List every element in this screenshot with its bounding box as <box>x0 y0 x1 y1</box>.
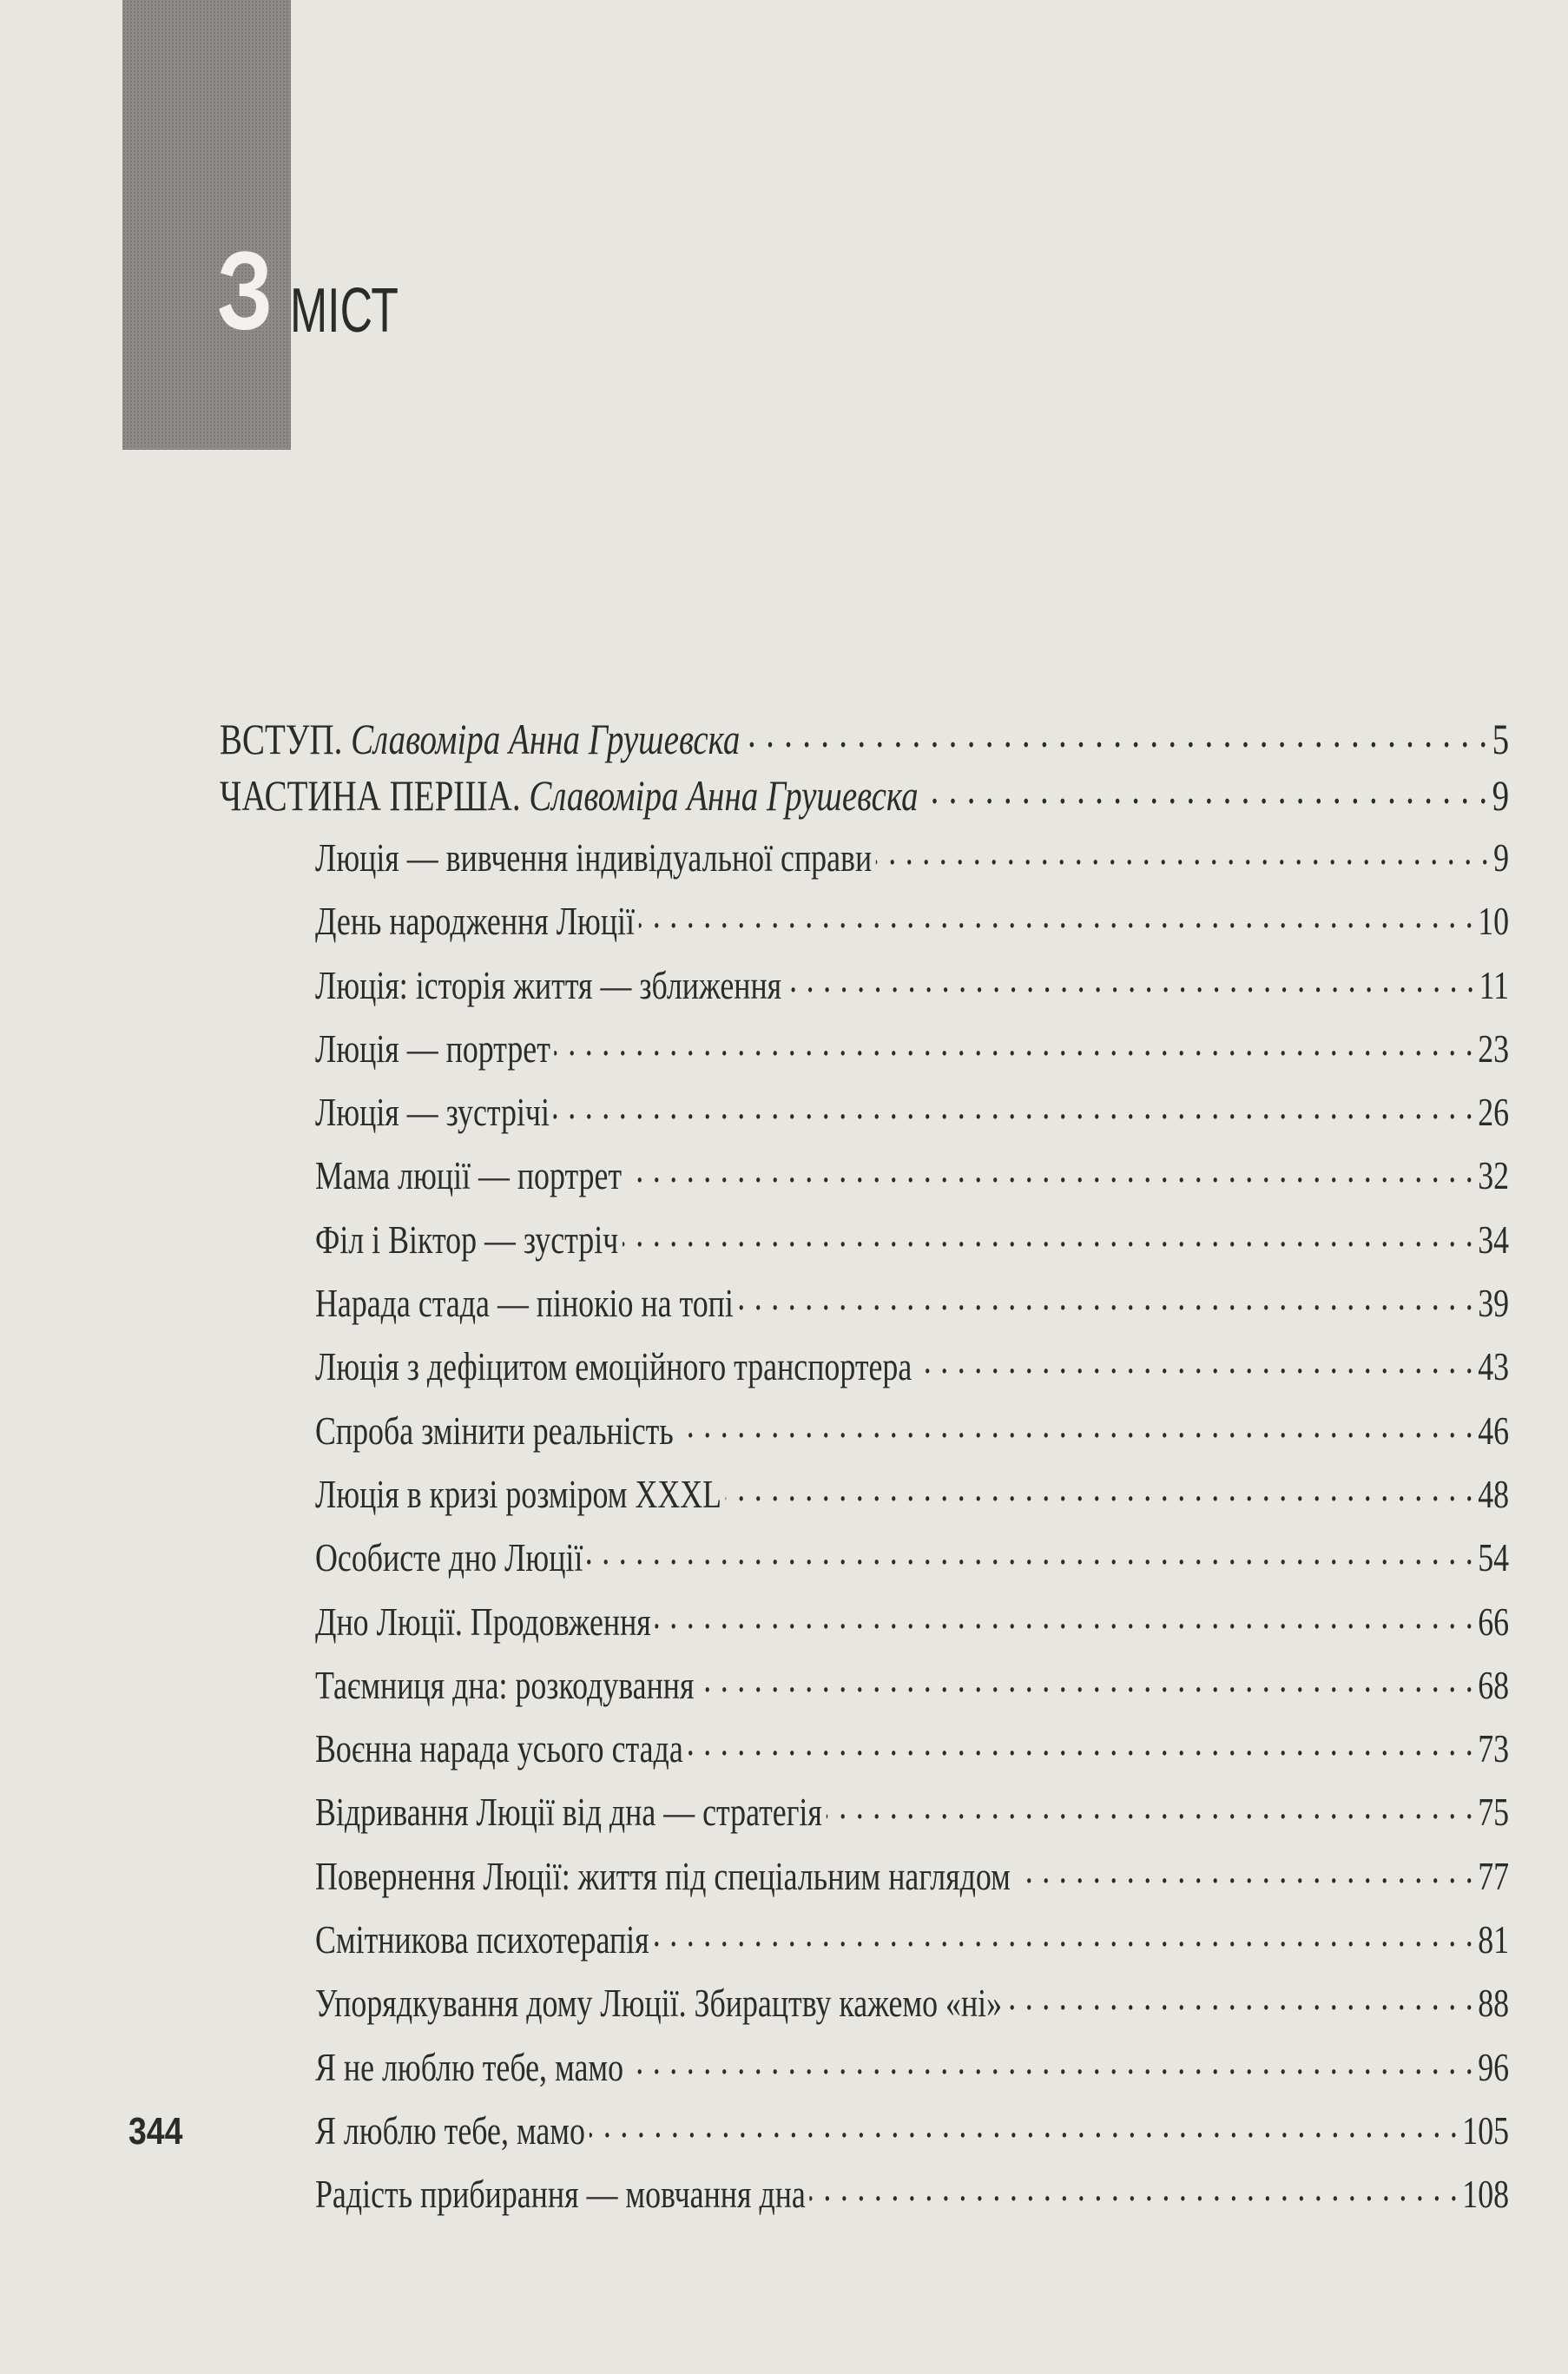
entry-label: ЧАСТИНА ПЕРША. <box>220 771 521 820</box>
toc-entry[interactable] <box>220 1653 1509 1717</box>
entry-title: Воєнна нарада усього стада <box>314 1726 683 1771</box>
toc-entry[interactable] <box>220 2099 1509 2162</box>
entry-title: Я не люблю тебе, мамо <box>314 2044 624 2089</box>
decorative-gray-bar <box>122 0 291 450</box>
entry-page: 39 <box>1478 1281 1510 1326</box>
entry-title: Мама люції — портрет <box>314 1153 623 1198</box>
toc-entry[interactable] <box>220 1908 1509 1971</box>
entry-page: 9 <box>1492 771 1510 820</box>
dot-leader <box>916 1340 1474 1380</box>
entry-author: Славоміра Анна Грушевска <box>529 771 919 820</box>
dot-leader <box>653 1913 1473 1953</box>
entry-page: 34 <box>1478 1217 1510 1262</box>
toc-entry[interactable] <box>220 889 1509 953</box>
entry-page: 10 <box>1478 899 1510 944</box>
entry-page: 77 <box>1478 1853 1510 1898</box>
toc-entry[interactable] <box>220 1017 1509 1080</box>
entry-title: Особисте дно Люції <box>314 1535 583 1580</box>
page-number: 344 <box>128 2110 183 2153</box>
entry-title: День народження Люції <box>314 899 635 944</box>
dot-leader <box>1015 1850 1474 1889</box>
table-of-contents <box>220 710 1509 2226</box>
entry-page: 88 <box>1478 1981 1510 2026</box>
toc-main-entry[interactable] <box>220 767 1509 823</box>
dot-leader <box>744 710 1488 754</box>
toc-entry[interactable] <box>220 1971 1509 2034</box>
toc-entry[interactable] <box>220 1844 1509 1908</box>
dot-leader <box>738 1276 1474 1316</box>
heading-rest: МІСТ <box>290 276 399 346</box>
entry-page: 81 <box>1478 1917 1510 1962</box>
entry-page: 9 <box>1493 835 1510 880</box>
dot-leader <box>677 1404 1473 1444</box>
dot-leader <box>555 1022 1474 1062</box>
toc-entry[interactable] <box>220 826 1509 889</box>
toc-entry[interactable] <box>220 1780 1509 1843</box>
toc-entry[interactable] <box>220 1144 1509 1207</box>
dot-leader <box>623 1213 1474 1253</box>
entry-title: Люція — вивчення індивідуальної справи <box>314 835 873 880</box>
entry-title: Спроба змінити реальність <box>314 1408 674 1453</box>
dot-leader <box>876 831 1490 871</box>
dot-leader <box>1006 1976 1474 2016</box>
entry-title: Упорядкування дому Люції. Збирацтву кажемо «ні» <box>314 1981 1003 2026</box>
entry-page: 48 <box>1478 1471 1510 1516</box>
entry-title: Відривання Люції від дна — стратегія <box>314 1790 822 1835</box>
dot-leader <box>554 1085 1474 1125</box>
entry-title: Дно Люції. Продовження <box>314 1599 651 1644</box>
entry-title: Люція: історія життя — зближення <box>314 962 782 1007</box>
entry-title: Філ і Віктор — зустріч <box>314 1217 619 1262</box>
toc-entry[interactable] <box>220 1590 1509 1653</box>
toc-entry[interactable] <box>220 1399 1509 1462</box>
toc-entry[interactable] <box>220 1717 1509 1780</box>
dot-leader <box>655 1595 1473 1635</box>
entry-author: Славоміра Анна Грушевска <box>351 715 741 763</box>
entry-page: 11 <box>1479 962 1510 1007</box>
toc-entry[interactable] <box>220 2162 1509 2226</box>
dot-leader <box>827 1785 1474 1825</box>
entry-title: Радість прибирання — мовчання дна <box>314 2172 806 2217</box>
toc-entry[interactable] <box>220 1271 1509 1335</box>
dot-leader <box>922 767 1488 810</box>
dot-leader <box>687 1722 1473 1762</box>
entry-page: 43 <box>1478 1344 1510 1389</box>
entry-page: 5 <box>1492 715 1510 763</box>
entry-page: 46 <box>1478 1408 1510 1453</box>
entry-label: ВСТУП. <box>220 715 343 763</box>
entry-page: 108 <box>1462 2172 1510 2217</box>
dot-leader <box>590 2104 1459 2144</box>
toc-entry[interactable] <box>220 1462 1509 1526</box>
dot-leader <box>628 2041 1474 2081</box>
entry-title: Люція в кризі розміром XXXL <box>314 1471 722 1516</box>
entry-title: Люція — зустрічі <box>314 1090 550 1135</box>
heading-initial: З <box>217 229 273 353</box>
entry-page: 75 <box>1478 1790 1510 1835</box>
toc-entry[interactable] <box>220 1080 1509 1144</box>
dot-leader <box>786 959 1475 999</box>
dot-leader <box>810 2167 1459 2207</box>
entry-page: 32 <box>1478 1153 1510 1198</box>
toc-entry[interactable] <box>220 1335 1509 1398</box>
toc-entry[interactable] <box>220 1208 1509 1271</box>
toc-entry[interactable] <box>220 2035 1509 2099</box>
toc-entry[interactable] <box>220 953 1509 1017</box>
dot-leader <box>639 894 1474 934</box>
entry-title: Таємниця дна: розкодування <box>314 1662 695 1707</box>
entry-title: Повернення Люції: життя під спеціальним наглядом <box>314 1853 1011 1898</box>
entry-title: Люція — портрет <box>314 1025 550 1071</box>
entry-page: 73 <box>1478 1726 1510 1771</box>
entry-title: Смітникова психотерапія <box>314 1917 649 1962</box>
toc-main-entry[interactable] <box>220 710 1509 767</box>
entry-title: Нарада стада — пінокіо на топі <box>314 1281 734 1326</box>
entry-page: 23 <box>1478 1025 1510 1071</box>
entry-page: 68 <box>1478 1662 1510 1707</box>
toc-entry[interactable] <box>220 1526 1509 1589</box>
entry-title: Я люблю тебе, мамо <box>314 2107 585 2153</box>
dot-leader <box>698 1659 1473 1698</box>
entry-page: 26 <box>1478 1090 1510 1135</box>
entry-page: 66 <box>1478 1599 1510 1644</box>
entry-page: 96 <box>1478 2044 1510 2089</box>
dot-leader <box>626 1149 1474 1189</box>
entry-title: Люція з дефіцитом емоційного транспортера <box>314 1344 912 1389</box>
dot-leader <box>587 1531 1474 1571</box>
entry-page: 54 <box>1478 1535 1510 1580</box>
entry-page: 105 <box>1462 2107 1510 2153</box>
dot-leader <box>726 1467 1474 1507</box>
